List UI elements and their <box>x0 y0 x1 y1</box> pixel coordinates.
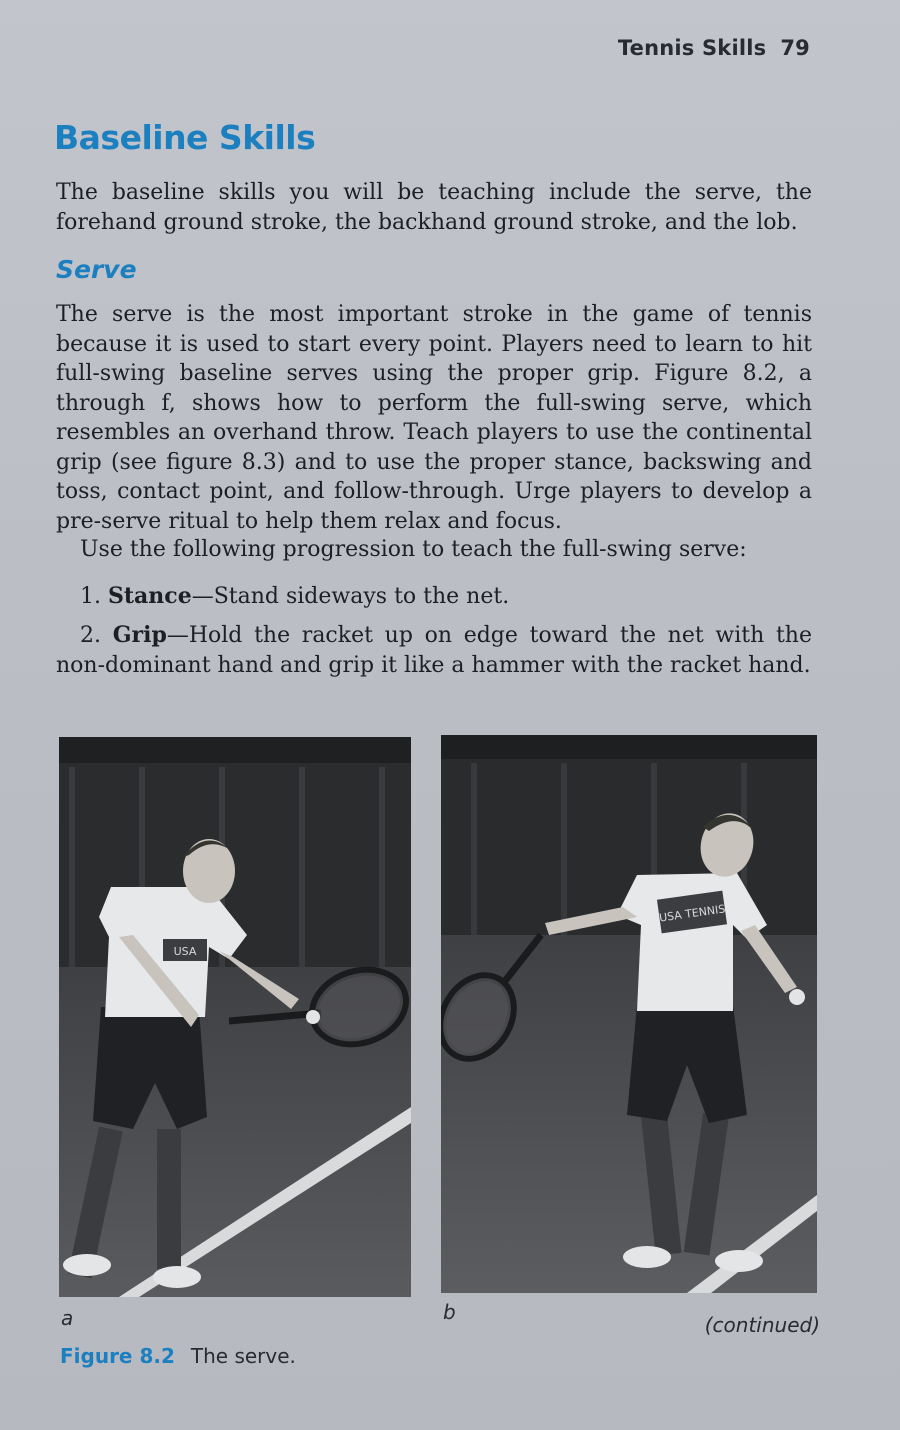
step-item <box>56 582 812 612</box>
progression-intro: Use the following progression to teach the full-swing serve: <box>80 537 747 562</box>
figure-panel-label-a: a <box>61 1306 74 1330</box>
step-item <box>56 621 812 680</box>
step-text: —Stand sideways to the net. <box>191 584 510 609</box>
serve-photo-b-illustration <box>441 735 817 1293</box>
intro-paragraph: The baseline skills you will be teaching include the serve, the forehand ground stroke, the backhand ground stroke, and the lob. <box>56 180 812 235</box>
running-head <box>618 36 810 60</box>
page-number: 79 <box>780 36 810 60</box>
serve-photo-a-illustration <box>59 737 411 1297</box>
figure-label: Figure 8.2 <box>60 1344 175 1368</box>
shirt-logo-a: USA <box>173 945 197 958</box>
step-number: 2. <box>80 623 101 648</box>
continued-note: (continued) <box>704 1313 820 1337</box>
serve-photo-b <box>441 735 817 1293</box>
running-head-title: Tennis Skills <box>617 36 767 60</box>
shirt-logo-b: USA TENNIS <box>658 902 727 925</box>
step-term: Grip <box>112 622 167 648</box>
serve-paragraph: The serve is the most important stroke in the game of tennis because it is used to start every point. Players need to learn to hit full-swing baseline serves using the proper grip. Figure 8.2, a through f, shows how to perform the full-swing serve, which resembles an overhand throw. Teach players to use the continental grip (see figure 8.3) and to use the proper stance, backswing and toss, contact point, and follow-through. Urge players to develop a pre-serve ritual to help them relax and focus. <box>56 302 812 534</box>
step-number: 1. <box>80 584 101 609</box>
step-term: Stance <box>108 583 192 609</box>
step-text: —Hold the racket up on edge toward the net with the non-dominant hand and grip it like a hammer with the racket hand. <box>56 623 812 678</box>
serve-photo-a <box>59 737 411 1297</box>
figure-caption-text: The serve. <box>190 1344 296 1368</box>
section-heading: Baseline Skills <box>54 118 316 157</box>
subsection-heading: Serve <box>56 255 137 284</box>
figure-panel-label-b: b <box>443 1300 456 1324</box>
figure-caption <box>60 1344 296 1368</box>
